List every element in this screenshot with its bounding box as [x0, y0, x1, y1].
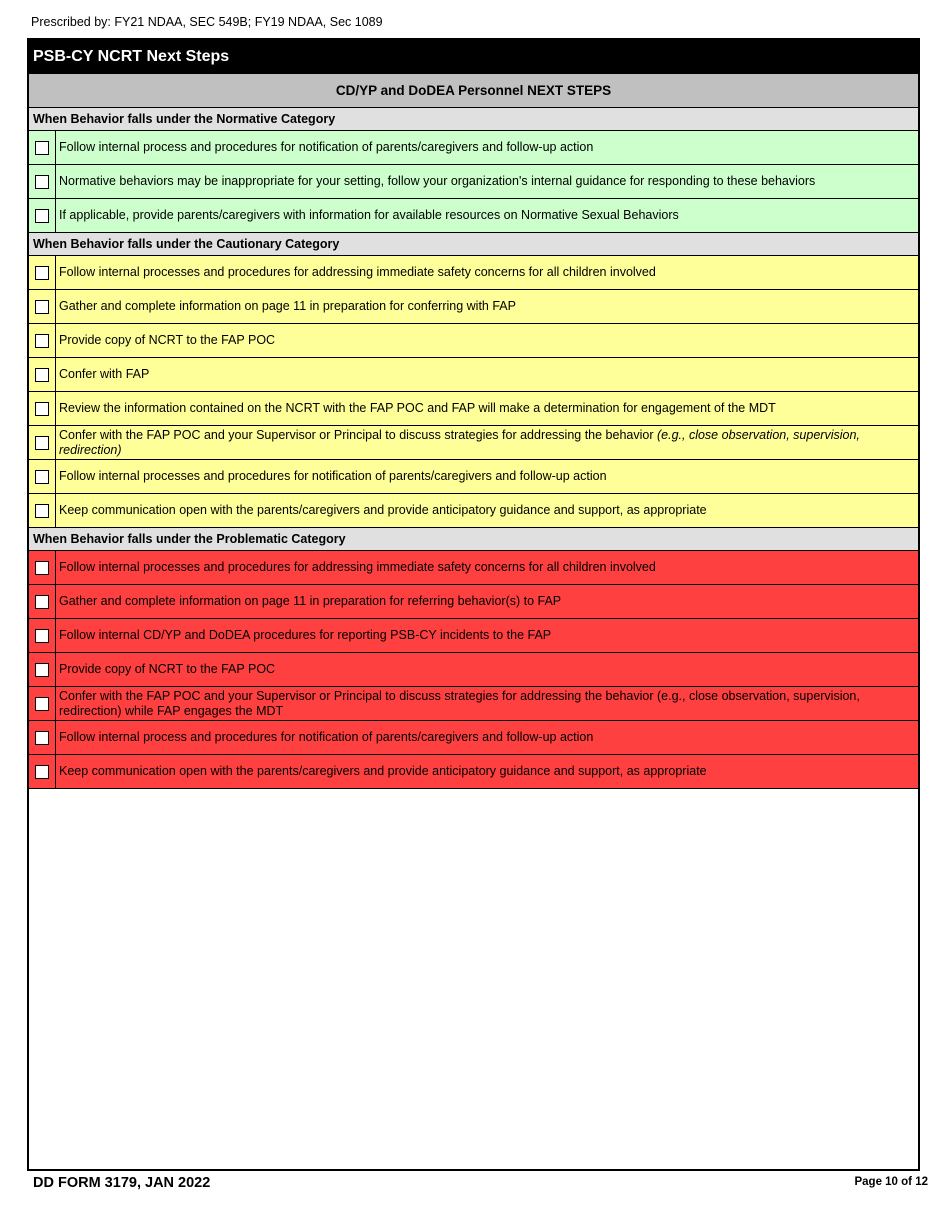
checklist-row	[29, 687, 918, 721]
checkbox[interactable]	[35, 209, 49, 223]
checklist-item-text: If applicable, provide parents/caregivers with information for available resources on Normative Sexual Behaviors	[59, 208, 679, 223]
checkbox[interactable]	[35, 141, 49, 155]
checklist-row	[29, 585, 918, 619]
checklist-item-text: Confer with the FAP POC and your Supervisor or Principal to discuss strategies for addressing the behavior (e.g., close observation, supervision, redirection) while FAP engages the MDT	[59, 689, 860, 718]
next-steps-subheading: CD/YP and DoDEA Personnel NEXT STEPS	[29, 74, 918, 108]
checklist-row	[29, 755, 918, 789]
checklist-row	[29, 131, 918, 165]
checklist-item-text: Normative behaviors may be inappropriate for your setting, follow your organization's internal guidance for responding to these behaviors	[59, 174, 816, 189]
item-main-text: Confer with the FAP POC and your Supervisor or Principal to discuss strategies for addressing the behavior	[59, 428, 654, 442]
checklist-row	[29, 721, 918, 755]
checklist-item-text: Keep communication open with the parents/caregivers and provide anticipatory guidance and support, as appropriate	[59, 503, 707, 518]
checklist-row	[29, 426, 918, 460]
checklist-item-text: Review the information contained on the NCRT with the FAP POC and FAP will make a determination for engagement of the MDT	[59, 401, 776, 416]
checkbox[interactable]	[35, 561, 49, 575]
checklist-row	[29, 460, 918, 494]
checkbox[interactable]	[35, 300, 49, 314]
checklist-item-text: Confer with FAP	[59, 367, 150, 382]
checkbox[interactable]	[35, 368, 49, 382]
checkbox[interactable]	[35, 697, 49, 711]
checkbox[interactable]	[35, 470, 49, 484]
checkbox[interactable]	[35, 731, 49, 745]
checklist-item-text: Follow internal process and procedures for notification of parents/caregivers and follow-up action	[59, 140, 594, 155]
checklist-row	[29, 199, 918, 233]
checkbox[interactable]	[35, 402, 49, 416]
checklist-row	[29, 290, 918, 324]
form-title: PSB-CY NCRT Next Steps	[29, 40, 918, 74]
checkbox[interactable]	[35, 595, 49, 609]
cautionary-category-heading: When Behavior falls under the Cautionary Category	[29, 233, 918, 256]
checklist-row	[29, 619, 918, 653]
normative-category-heading: When Behavior falls under the Normative Category	[29, 108, 918, 131]
checkbox[interactable]	[35, 765, 49, 779]
checklist-item-text: Keep communication open with the parents/caregivers and provide anticipatory guidance and support, as appropriate	[59, 764, 707, 779]
checklist-row	[29, 653, 918, 687]
checklist-row	[29, 392, 918, 426]
checklist-item-text: Follow internal CD/YP and DoDEA procedures for reporting PSB-CY incidents to the FAP	[59, 628, 552, 643]
checklist-row	[29, 256, 918, 290]
checklist-item-text: Follow internal processes and procedures for notification of parents/caregivers and follow-up action	[59, 469, 607, 484]
problematic-category-heading: When Behavior falls under the Problematic Category	[29, 528, 918, 551]
checkbox[interactable]	[35, 504, 49, 518]
checkbox[interactable]	[35, 436, 49, 450]
item-italic-examples: (e.g., close observation, supervision, redirection)	[59, 428, 860, 457]
checklist-row	[29, 165, 918, 199]
checklist-row	[29, 494, 918, 528]
checkbox[interactable]	[35, 629, 49, 643]
form-table	[27, 38, 920, 1171]
checklist-item-text: Follow internal processes and procedures for addressing immediate safety concerns for all children involved	[59, 265, 656, 280]
checklist-item-text: Gather and complete information on page 11 in preparation for conferring with FAP	[59, 299, 516, 314]
checklist-row	[29, 324, 918, 358]
checkbox[interactable]	[35, 175, 49, 189]
form-identifier: DD FORM 3179, JAN 2022	[33, 1175, 211, 1191]
prescribed-by-text: Prescribed by: FY21 NDAA, SEC 549B; FY19 NDAA, Sec 1089	[31, 15, 383, 29]
checklist-item-text: Follow internal processes and procedures for addressing immediate safety concerns for all children involved	[59, 560, 656, 575]
checklist-item-text: Follow internal process and procedures for notification of parents/caregivers and follow-up action	[59, 730, 594, 745]
checklist-item-text: Provide copy of NCRT to the FAP POC	[59, 333, 276, 348]
page-number: Page 10 of 12	[854, 1176, 928, 1188]
checkbox[interactable]	[35, 663, 49, 677]
checklist-row	[29, 358, 918, 392]
checklist-row	[29, 551, 918, 585]
checklist-item-text	[59, 428, 916, 457]
checklist-item-text: Gather and complete information on page 11 in preparation for referring behavior(s) to FAP	[59, 594, 562, 609]
checkbox[interactable]	[35, 334, 49, 348]
checkbox[interactable]	[35, 266, 49, 280]
checklist-item-text: Provide copy of NCRT to the FAP POC	[59, 662, 276, 677]
